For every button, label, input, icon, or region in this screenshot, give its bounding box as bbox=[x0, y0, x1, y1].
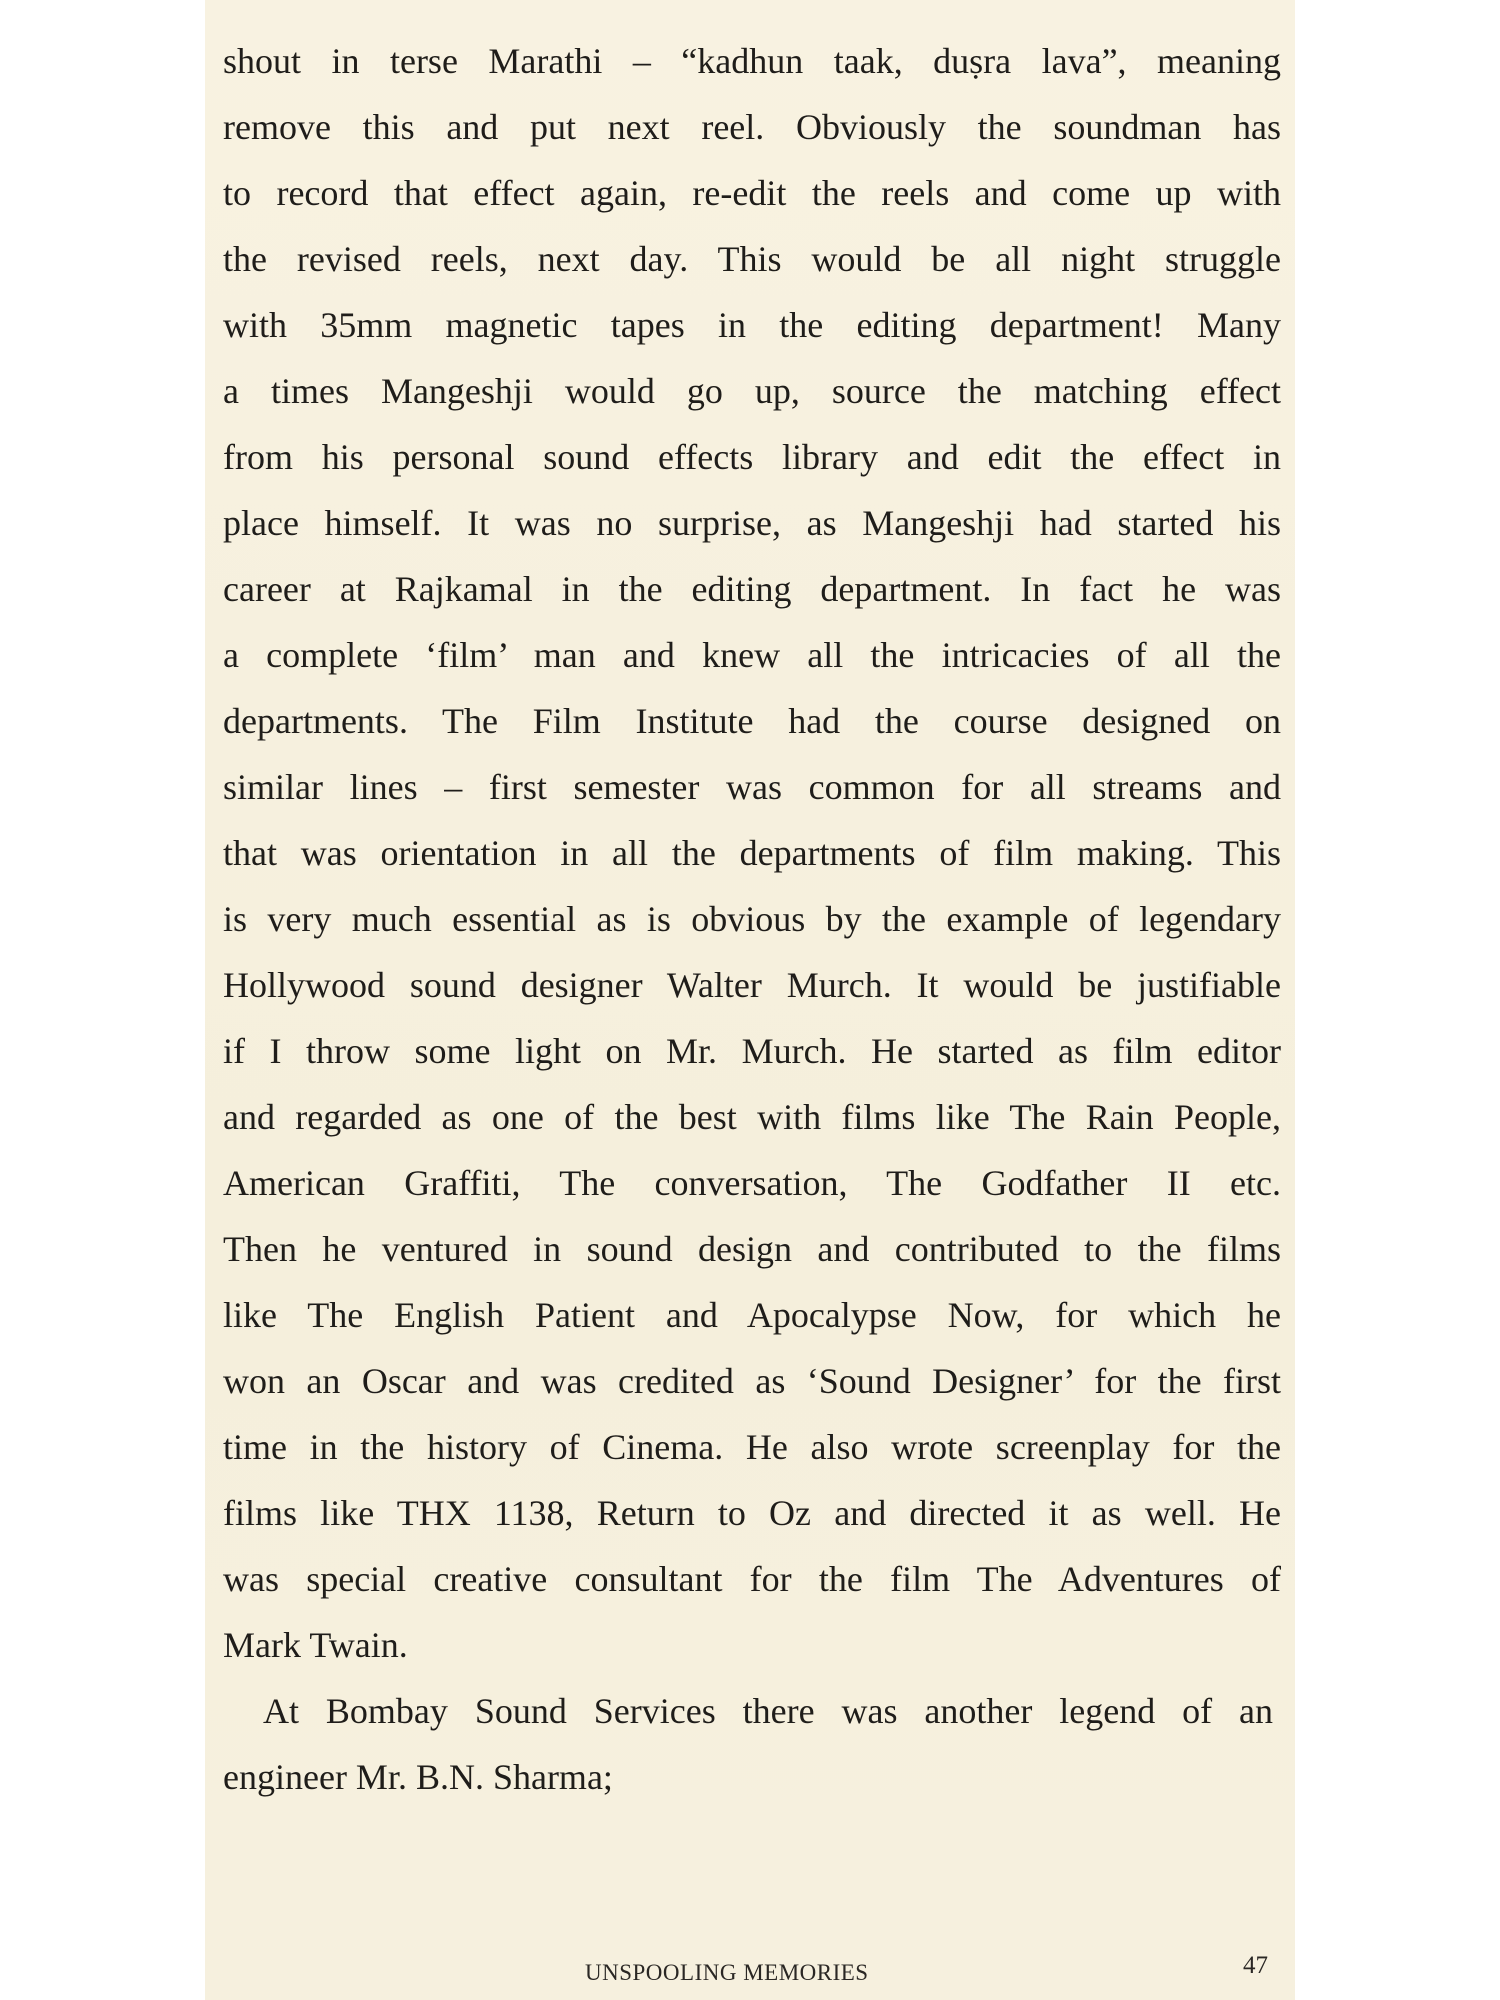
text-line: similar lines – first semester was common for all streams and bbox=[223, 767, 1281, 807]
text-line: was special creative consultant for the film The Adventures of bbox=[223, 1559, 1281, 1599]
text-line: is very much essential as is obvious by the example of legendary bbox=[223, 899, 1281, 939]
text-line: films like THX 1138, Return to Oz and directed it as well. He bbox=[223, 1493, 1281, 1533]
text-line: that was orientation in all the departments of film making. This bbox=[223, 833, 1281, 873]
text-line: time in the history of Cinema. He also wrote screenplay for the bbox=[223, 1427, 1281, 1467]
text-line: American Graffiti, The conversation, The Godfather II etc. bbox=[223, 1163, 1281, 1203]
text-line: departments. The Film Institute had the course designed on bbox=[223, 701, 1281, 741]
text-line: to record that effect again, re-edit the reels and come up with bbox=[223, 173, 1281, 213]
text-line: At Bombay Sound Services there was another legend of an bbox=[263, 1691, 1273, 1731]
text-line: remove this and put next reel. Obviously the soundman has bbox=[223, 107, 1281, 147]
text-line: if I throw some light on Mr. Murch. He started as film editor bbox=[223, 1031, 1281, 1071]
text-line: shout in terse Marathi – “kadhun taak, duṣra lava”, meaning bbox=[223, 41, 1281, 81]
page-number: 47 bbox=[1243, 1952, 1268, 1979]
text-line: and regarded as one of the best with films like The Rain People, bbox=[223, 1097, 1281, 1137]
text-line: Mark Twain. bbox=[223, 1625, 408, 1665]
text-line: the revised reels, next day. This would be all night struggle bbox=[223, 239, 1281, 279]
text-line: a complete ‘film’ man and knew all the intricacies of all the bbox=[223, 635, 1281, 675]
text-line: career at Rajkamal in the editing department. In fact he was bbox=[223, 569, 1281, 609]
text-line: with 35mm magnetic tapes in the editing department! Many bbox=[223, 305, 1281, 345]
text-line: Then he ventured in sound design and contributed to the films bbox=[223, 1229, 1281, 1269]
text-line: won an Oscar and was credited as ‘Sound Designer’ for the first bbox=[223, 1361, 1281, 1401]
text-line: from his personal sound effects library and edit the effect in bbox=[223, 437, 1281, 477]
text-line: engineer Mr. B.N. Sharma; bbox=[223, 1757, 613, 1797]
book-page bbox=[205, 0, 1295, 2000]
text-line: place himself. It was no surprise, as Mangeshji had started his bbox=[223, 503, 1281, 543]
text-line: Hollywood sound designer Walter Murch. It would be justifiable bbox=[223, 965, 1281, 1005]
text-line: like The English Patient and Apocalypse Now, for which he bbox=[223, 1295, 1281, 1335]
running-footer-title: UNSPOOLING MEMORIES bbox=[585, 1960, 869, 1985]
text-line: a times Mangeshji would go up, source the matching effect bbox=[223, 371, 1281, 411]
